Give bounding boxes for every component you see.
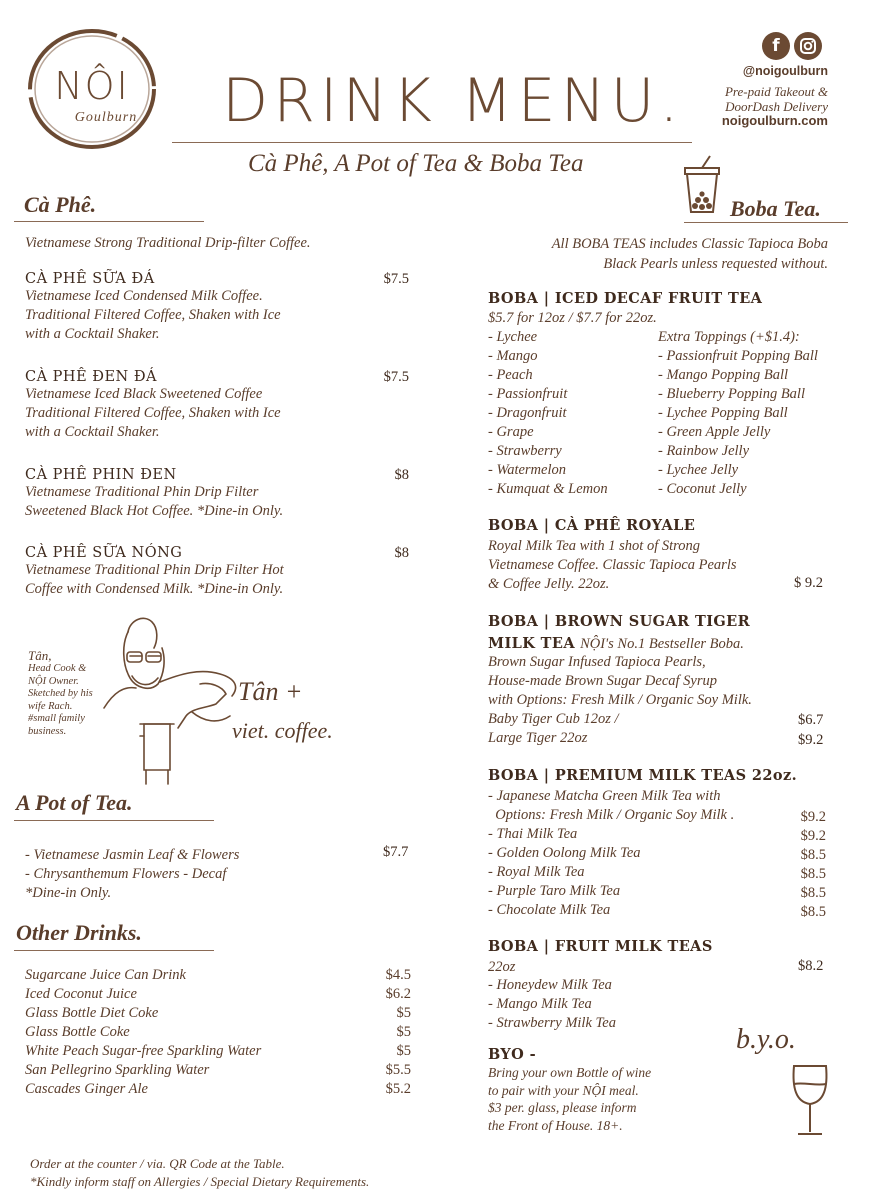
item-desc: with a Cocktail Shaker. (25, 326, 160, 342)
section-divider (14, 221, 204, 222)
tea-price: $7.7 (383, 844, 409, 860)
premium-price: $9.2 (800, 828, 826, 844)
royale-desc (488, 537, 737, 594)
item-desc: Traditional Filtered Coffee, Shaken with Ice (25, 307, 281, 323)
premium-row (488, 863, 826, 882)
premium-name: - Golden Oolong Milk Tea (488, 845, 641, 861)
caphe-intro: Vietnamese Strong Traditional Drip-filter Coffee. (25, 235, 311, 251)
item-desc: Traditional Filtered Coffee, Shaken with Ice (25, 405, 281, 421)
flavour-item: - Passionfruit (488, 386, 568, 402)
item-desc: Vietnamese Iced Condensed Milk Coffee. (25, 288, 263, 304)
drink-price: $5 (396, 1043, 411, 1059)
topping-item: - Green Apple Jelly (658, 424, 771, 440)
topping-item: - Lychee Popping Ball (658, 405, 788, 421)
tea-list (25, 846, 239, 903)
caption-line: wife Rach. (28, 700, 73, 712)
section-heading-boba: Boba Tea. (730, 196, 821, 221)
drink-price: $5.2 (385, 1081, 411, 1097)
premium-price: $8.5 (800, 866, 826, 882)
item-price: $8 (394, 467, 409, 483)
desc-line: & Coffee Jelly. 22oz. (488, 576, 610, 592)
drink-price: $5.5 (385, 1062, 411, 1078)
tiger-size-2: Large Tiger 22oz (488, 730, 588, 746)
fruit-milk-title: BOBA | FRUIT MILK TEAS (488, 938, 713, 955)
caption-line: #small family (28, 713, 85, 724)
item-name: CÀ PHÊ SỮA NÓNG (25, 545, 183, 561)
section-divider (684, 222, 848, 223)
boba-intro (520, 234, 828, 274)
item-desc: Vietnamese Iced Black Sweetened Coffee (25, 386, 263, 402)
page-title: DRINK MENU. (222, 66, 684, 136)
other-drink-row (25, 1023, 411, 1042)
flavour-item: - Strawberry (488, 443, 562, 459)
flavour-item: - Peach (488, 367, 533, 383)
topping-item: - Passionfruit Popping Ball (658, 348, 818, 364)
section-heading-other: Other Drinks. (16, 920, 142, 945)
drink-price: $6.2 (385, 986, 411, 1002)
desc-line: Vietnamese Coffee. Classic Tapioca Pearls (488, 557, 737, 573)
premium-title: BOBA | PREMIUM MILK TEAS 22oz. (488, 767, 798, 784)
desc-line: with Options: Fresh Milk / Organic Soy Milk. (488, 692, 752, 708)
other-drink-row (25, 985, 411, 1004)
fruit-milk-item: - Mango Milk Tea (488, 996, 592, 1012)
tiger-title-line2 (488, 633, 744, 654)
footer-line: Order at the counter / via. QR Code at the Table. (30, 1156, 285, 1171)
premium-name: - Chocolate Milk Tea (488, 902, 611, 918)
owner-sketch-illustration (100, 612, 380, 792)
instagram-icon[interactable] (794, 32, 822, 60)
item-name: CÀ PHÊ ĐEN ĐÁ (25, 369, 158, 385)
premium-row (488, 787, 826, 806)
toppings-list (658, 347, 818, 499)
flavour-item: - Dragonfruit (488, 405, 567, 421)
desc-line: the Front of House. 18+. (488, 1117, 623, 1133)
byo-handwriting: b.y.o. (736, 1024, 796, 1055)
title-divider (172, 142, 692, 143)
tiger-title: BOBA | BROWN SUGAR TIGER (488, 613, 751, 630)
item-desc: Vietnamese Traditional Phin Drip Filter (25, 484, 259, 500)
flavour-item: - Lychee (488, 329, 538, 345)
premium-price: $8.5 (800, 847, 826, 863)
fruit-tea-price: $5.7 for 12oz / $7.7 for 22oz. (488, 310, 657, 326)
item-price: $7.5 (383, 369, 409, 385)
drink-name: Glass Bottle Coke (25, 1024, 130, 1040)
facebook-icon[interactable]: f (762, 32, 790, 60)
takeout-note (690, 84, 828, 114)
item-price: $8 (394, 545, 409, 561)
topping-item: - Blueberry Popping Ball (658, 386, 805, 402)
drink-name: San Pellegrino Sparkling Water (25, 1062, 210, 1078)
caption-line: business. (28, 725, 67, 737)
desc-line: Brown Sugar Infused Tapioca Pearls, (488, 654, 706, 670)
social-handle[interactable]: @noigoulburn (742, 64, 828, 78)
flavour-item: - Mango (488, 348, 538, 364)
byo-desc (488, 1064, 651, 1134)
drink-name: Glass Bottle Diet Coke (25, 1005, 159, 1021)
fruit-milk-item: - Strawberry Milk Tea (488, 1015, 616, 1031)
topping-item: - Mango Popping Ball (658, 367, 789, 383)
tiger-price-1: $6.7 (798, 712, 824, 728)
premium-name: - Japanese Matcha Green Milk Tea with (488, 788, 721, 804)
tea-note: *Dine-in Only. (25, 885, 112, 901)
premium-list (488, 787, 826, 920)
premium-name: - Thai Milk Tea (488, 826, 578, 842)
section-heading-tea: A Pot of Tea. (16, 790, 133, 815)
drink-name: Cascades Ginger Ale (25, 1081, 148, 1097)
flavour-item: - Watermelon (488, 462, 566, 478)
logo (24, 26, 160, 152)
drink-price: $4.5 (385, 967, 411, 983)
fruit-flavour-list (488, 328, 608, 499)
premium-row (488, 844, 826, 863)
royale-price: $ 9.2 (794, 575, 823, 591)
handwriting-coffee: viet. coffee. (232, 718, 333, 743)
byo-title: BYO - (488, 1046, 537, 1063)
tiger-desc (488, 653, 752, 710)
footer-line: *Kindly inform staff on Allergies / Special Dietary Requirements. (30, 1174, 370, 1189)
wine-glass-icon (790, 1064, 830, 1138)
section-heading-caphe: Cà Phê. (24, 192, 97, 217)
boba-cup-icon (682, 154, 722, 216)
website-link[interactable]: noigoulburn.com (721, 113, 828, 128)
drink-name: Iced Coconut Juice (25, 986, 137, 1002)
logo-subtitle: Goulburn (74, 110, 138, 125)
other-drink-row (25, 1042, 411, 1061)
premium-price: $9.2 (800, 809, 826, 825)
social-icons (760, 32, 826, 62)
tea-item: - Vietnamese Jasmin Leaf & Flowers (25, 847, 240, 863)
section-divider (14, 950, 214, 951)
item-desc: Sweetened Black Hot Coffee. *Dine-in Only. (25, 503, 284, 519)
premium-row (488, 882, 826, 901)
drink-name: Sugarcane Juice Can Drink (25, 967, 186, 983)
section-divider (14, 820, 214, 821)
handwriting-tan: Tân + (238, 677, 303, 706)
item-name: CÀ PHÊ SỮA ĐÁ (25, 271, 155, 287)
tiger-title-2: MILK TEA (488, 635, 575, 652)
item-price: $7.5 (383, 271, 409, 287)
flavour-item: - Kumquat & Lemon (488, 481, 608, 497)
menu-item (25, 369, 415, 442)
flavour-item: - Grape (488, 424, 534, 440)
other-drink-row (25, 1061, 411, 1080)
tiger-size-1: Baby Tiger Cub 12oz / (488, 711, 619, 727)
caption-line: Tân, (28, 648, 52, 663)
premium-price: $8.5 (800, 885, 826, 901)
toppings-title: Extra Toppings (+$1.4): (658, 329, 800, 345)
drink-name: White Peach Sugar-free Sparkling Water (25, 1043, 262, 1059)
premium-name: Options: Fresh Milk / Organic Soy Milk . (488, 807, 735, 823)
menu-item (25, 271, 415, 344)
other-drink-row (25, 1004, 411, 1023)
logo-wordmark: NÔI (54, 64, 130, 108)
footer-note (30, 1155, 369, 1191)
menu-item (25, 545, 415, 599)
drink-price: $5 (396, 1005, 411, 1021)
other-drink-row (25, 1080, 411, 1099)
royale-title: BOBA | CÀ PHÊ ROYALE (488, 517, 696, 534)
topping-item: - Coconut Jelly (658, 481, 747, 497)
intro-line: Black Pearls unless requested without. (603, 256, 828, 272)
tiger-price-2: $9.2 (798, 732, 824, 748)
premium-row (488, 825, 826, 844)
page-subtitle: Cà Phê, A Pot of Tea & Boba Tea (248, 150, 584, 177)
fruit-milk-size: 22oz (488, 959, 516, 975)
other-drink-row (25, 966, 411, 985)
caption-line: Head Cook & (28, 663, 87, 674)
item-name: CÀ PHÊ PHIN ĐEN (25, 467, 177, 483)
item-desc: Coffee with Condensed Milk. *Dine-in Only. (25, 581, 284, 597)
item-desc: with a Cocktail Shaker. (25, 424, 160, 440)
premium-name: - Royal Milk Tea (488, 864, 585, 880)
desc-line: Bring your own Bottle of wine (488, 1065, 652, 1080)
topping-item: - Lychee Jelly (658, 462, 739, 478)
fruit-milk-list (488, 976, 616, 1033)
premium-name: - Purple Taro Milk Tea (488, 883, 621, 899)
desc-line: House-made Brown Sugar Decaf Syrup (488, 673, 718, 689)
tiger-tagline: NỘI's No.1 Bestseller Boba. (580, 636, 744, 652)
fruit-milk-item: - Honeydew Milk Tea (488, 977, 612, 993)
delivery-text: DoorDash Delivery (725, 99, 828, 114)
topping-item: - Rainbow Jelly (658, 443, 750, 459)
caption-line: Sketched by his (28, 688, 93, 699)
caption-line: NỘI Owner. (28, 675, 79, 687)
other-drinks-list (25, 966, 411, 1099)
desc-line: $3 per. glass, please inform (488, 1100, 637, 1115)
desc-line: to pair with your NỘI meal. (488, 1082, 639, 1098)
intro-line: All BOBA TEAS includes Classic Tapioca Boba (551, 236, 828, 252)
drink-price: $5 (396, 1024, 411, 1040)
premium-price: $8.5 (800, 904, 826, 920)
sketch-caption (28, 648, 108, 738)
item-desc: Vietnamese Traditional Phin Drip Filter Hot (25, 562, 284, 578)
premium-row (488, 901, 826, 920)
prepaid-text: Pre-paid Takeout & (724, 84, 828, 99)
premium-row (488, 806, 826, 825)
desc-line: Royal Milk Tea with 1 shot of Strong (488, 538, 700, 554)
fruit-milk-price: $8.2 (798, 958, 824, 974)
fruit-tea-title: BOBA | ICED DECAF FRUIT TEA (488, 290, 763, 307)
menu-item (25, 467, 415, 521)
tea-item: - Chrysanthemum Flowers - Decaf (25, 866, 227, 882)
